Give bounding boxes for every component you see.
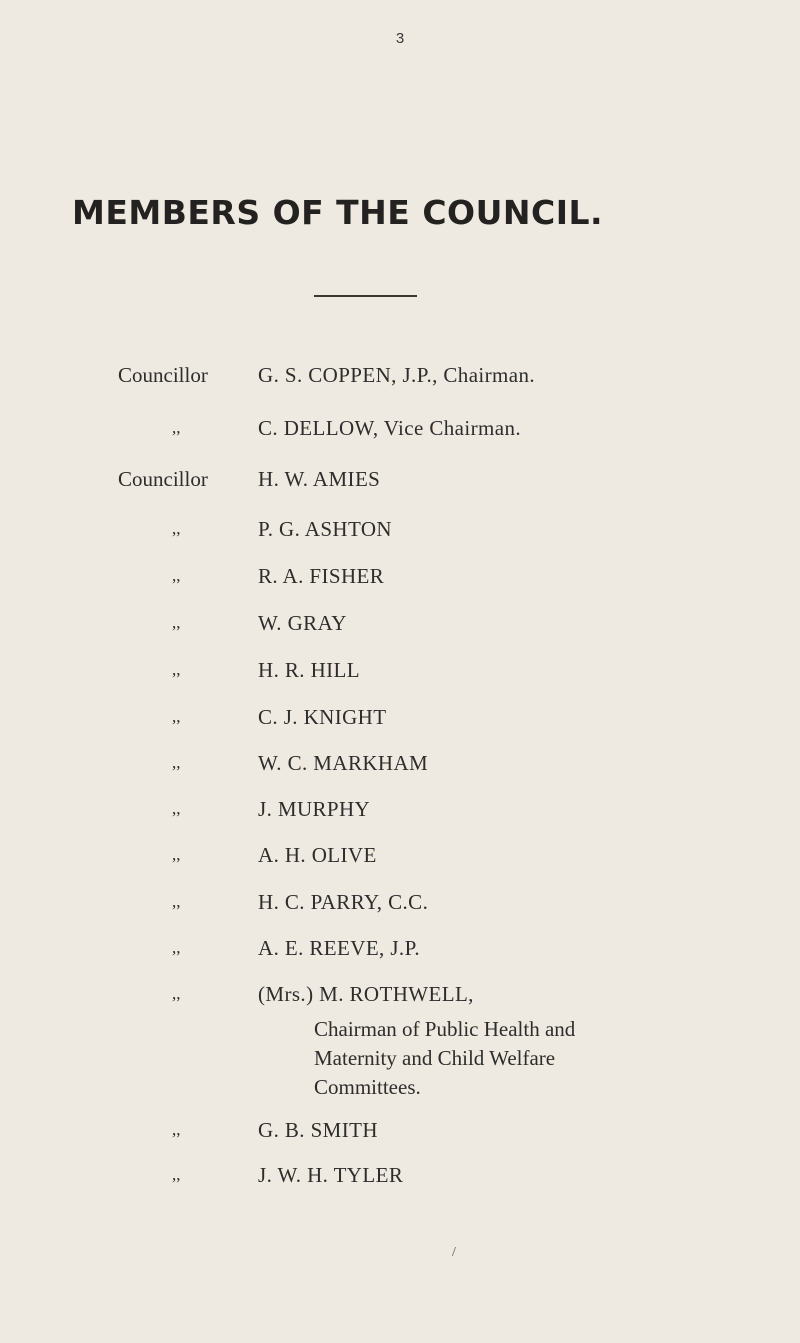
member-row (0, 794, 800, 824)
member-row (0, 514, 800, 544)
member-name: C. J. KNIGHT (258, 705, 387, 729)
member-row (0, 464, 800, 494)
page-title: MEMBERS OF THE COUNCIL. (72, 193, 604, 232)
member-name: J. W. H. TYLER (258, 1163, 404, 1187)
member-row (0, 748, 800, 778)
member-row (0, 840, 800, 870)
stray-mark: / (452, 1245, 456, 1260)
member-prefix: ,, (172, 984, 181, 1003)
member-prefix: ,, (172, 1120, 181, 1139)
member-name: P. G. ASHTON (258, 517, 392, 541)
member-row (0, 360, 800, 390)
member-prefix: ,, (172, 799, 181, 818)
member-name: H. W. AMIES (258, 467, 381, 491)
member-prefix: ,, (172, 613, 181, 632)
member-prefix: ,, (172, 892, 181, 911)
title-rule (314, 295, 417, 297)
member-name: J. MURPHY (258, 797, 371, 821)
member-name: G. B. SMITH (258, 1118, 378, 1142)
member-name: W. GRAY (258, 611, 347, 635)
member-name: A. E. REEVE, J.P. (258, 936, 420, 960)
member-note (314, 1015, 734, 1102)
member-row (0, 1160, 800, 1190)
member-row (0, 655, 800, 685)
member-prefix: ,, (172, 938, 181, 957)
member-note-line: Committees. (314, 1075, 421, 1099)
member-row (0, 887, 800, 917)
member-prefix: ,, (172, 566, 181, 585)
member-prefix: Councillor (118, 363, 208, 387)
member-name: (Mrs.) M. ROTHWELL, (258, 982, 474, 1006)
member-row (0, 561, 800, 591)
member-row (0, 1115, 800, 1145)
member-prefix: ,, (172, 1165, 181, 1184)
member-name: H. R. HILL (258, 658, 360, 682)
member-prefix: ,, (172, 707, 181, 726)
member-name: C. DELLOW, Vice Chairman. (258, 416, 522, 440)
member-row (0, 608, 800, 638)
member-prefix: ,, (172, 418, 181, 437)
member-prefix: ,, (172, 753, 181, 772)
member-prefix: ,, (172, 519, 181, 538)
member-note-line: Maternity and Child Welfare (314, 1046, 556, 1070)
member-prefix: ,, (172, 660, 181, 679)
member-note-line: Chairman of Public Health and (314, 1017, 576, 1041)
member-name: A. H. OLIVE (258, 843, 377, 867)
member-name: W. C. MARKHAM (258, 751, 429, 775)
member-name: H. C. PARRY, C.C. (258, 890, 429, 914)
member-row (0, 933, 800, 963)
member-prefix: Councillor (118, 467, 208, 491)
member-name: G. S. COPPEN, J.P., Chairman. (258, 363, 536, 387)
member-row (0, 413, 800, 443)
member-name: R. A. FISHER (258, 564, 385, 588)
member-prefix: ,, (172, 845, 181, 864)
member-row (0, 979, 800, 1009)
page-number: 3 (395, 30, 405, 47)
member-row (0, 702, 800, 732)
